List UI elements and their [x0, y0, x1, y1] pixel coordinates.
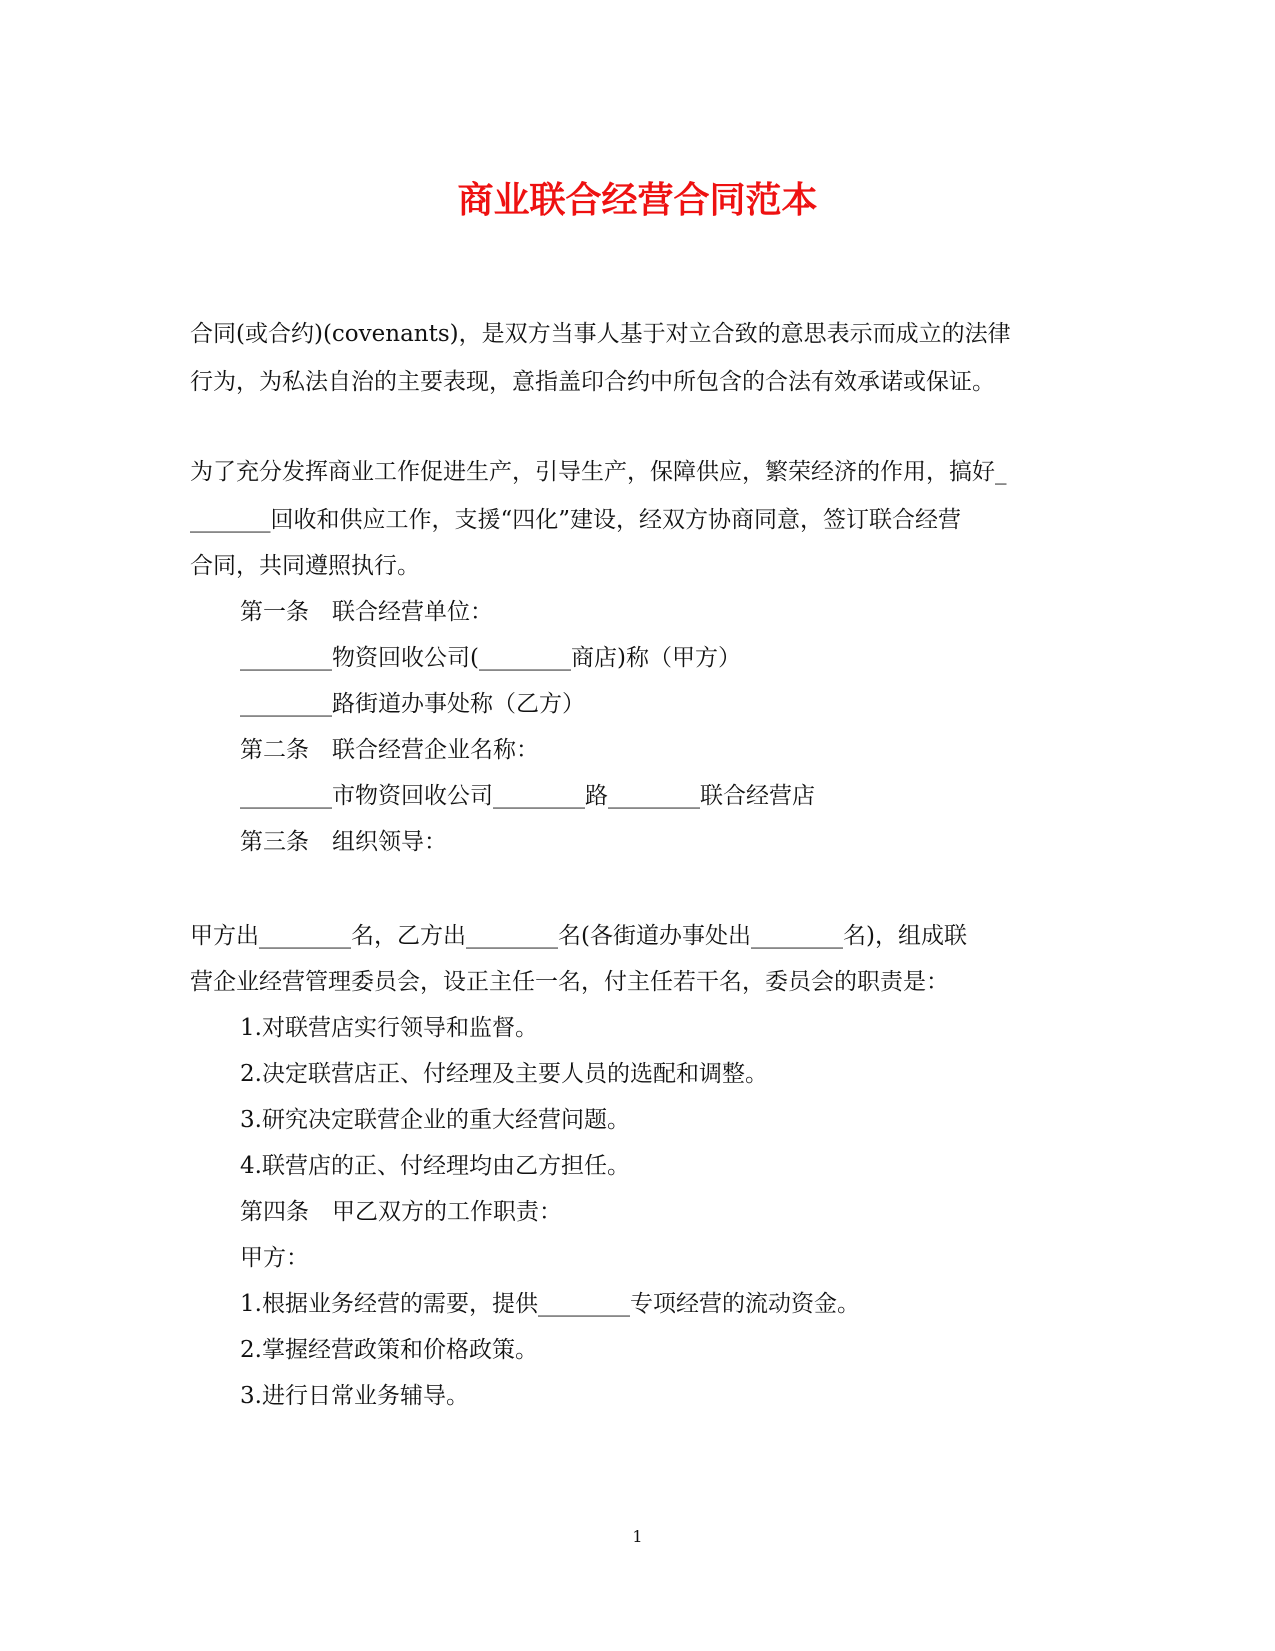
paragraph-line: 为了充分发挥商业工作促进生产，引导生产，保障供应，繁荣经济的作用，搞好_ — [190, 459, 1007, 485]
paragraph-line: ________路街道办事处称（乙方） — [240, 691, 585, 717]
paragraph-line: ________物资回收公司(________商店)称（甲方） — [240, 645, 741, 671]
paragraph-line: _______回收和供应工作，支援“四化”建设，经双方协商同意，签订联合经营 — [190, 507, 962, 533]
article-heading: 第二条 联合经营企业名称： — [240, 737, 539, 763]
list-item: 2.决定联营店正、付经理及主要人员的选配和调整。 — [240, 1061, 768, 1087]
list-item: 2.掌握经营政策和价格政策。 — [240, 1337, 538, 1363]
list-item: 1.根据业务经营的需要，提供________专项经营的流动资金。 — [240, 1291, 860, 1317]
paragraph-line: 营企业经营管理委员会，设正主任一名，付主任若干名，委员会的职责是： — [190, 969, 949, 995]
list-item: 4.联营店的正、付经理均由乙方担任。 — [240, 1153, 630, 1179]
page-number: 1 — [632, 1527, 643, 1546]
list-item: 1.对联营店实行领导和监督。 — [240, 1015, 538, 1041]
article-heading: 第一条 联合经营单位： — [240, 599, 493, 625]
paragraph-line: ________市物资回收公司________路________联合经营店 — [240, 783, 815, 809]
list-item: 3.进行日常业务辅导。 — [240, 1383, 469, 1409]
paragraph-line: 甲方： — [240, 1245, 309, 1271]
document-title: 商业联合经营合同范本 — [457, 179, 818, 221]
paragraph-line: 合同，共同遵照执行。 — [190, 553, 420, 579]
article-heading: 第四条 甲乙双方的工作职责： — [240, 1199, 562, 1225]
list-item: 3.研究决定联营企业的重大经营问题。 — [240, 1107, 630, 1133]
paragraph-line: 甲方出________名，乙方出________名(各街道办事处出________名)，组成联 — [190, 923, 967, 949]
paragraph-line: 行为，为私法自治的主要表现，意指盖印合约中所包含的合法有效承诺或保证。 — [190, 369, 995, 395]
article-heading: 第三条 组织领导： — [240, 829, 447, 855]
paragraph-line: 合同(或合约)(covenants)，是双方当事人基于对立合致的意思表示而成立的法律 — [190, 321, 1011, 347]
